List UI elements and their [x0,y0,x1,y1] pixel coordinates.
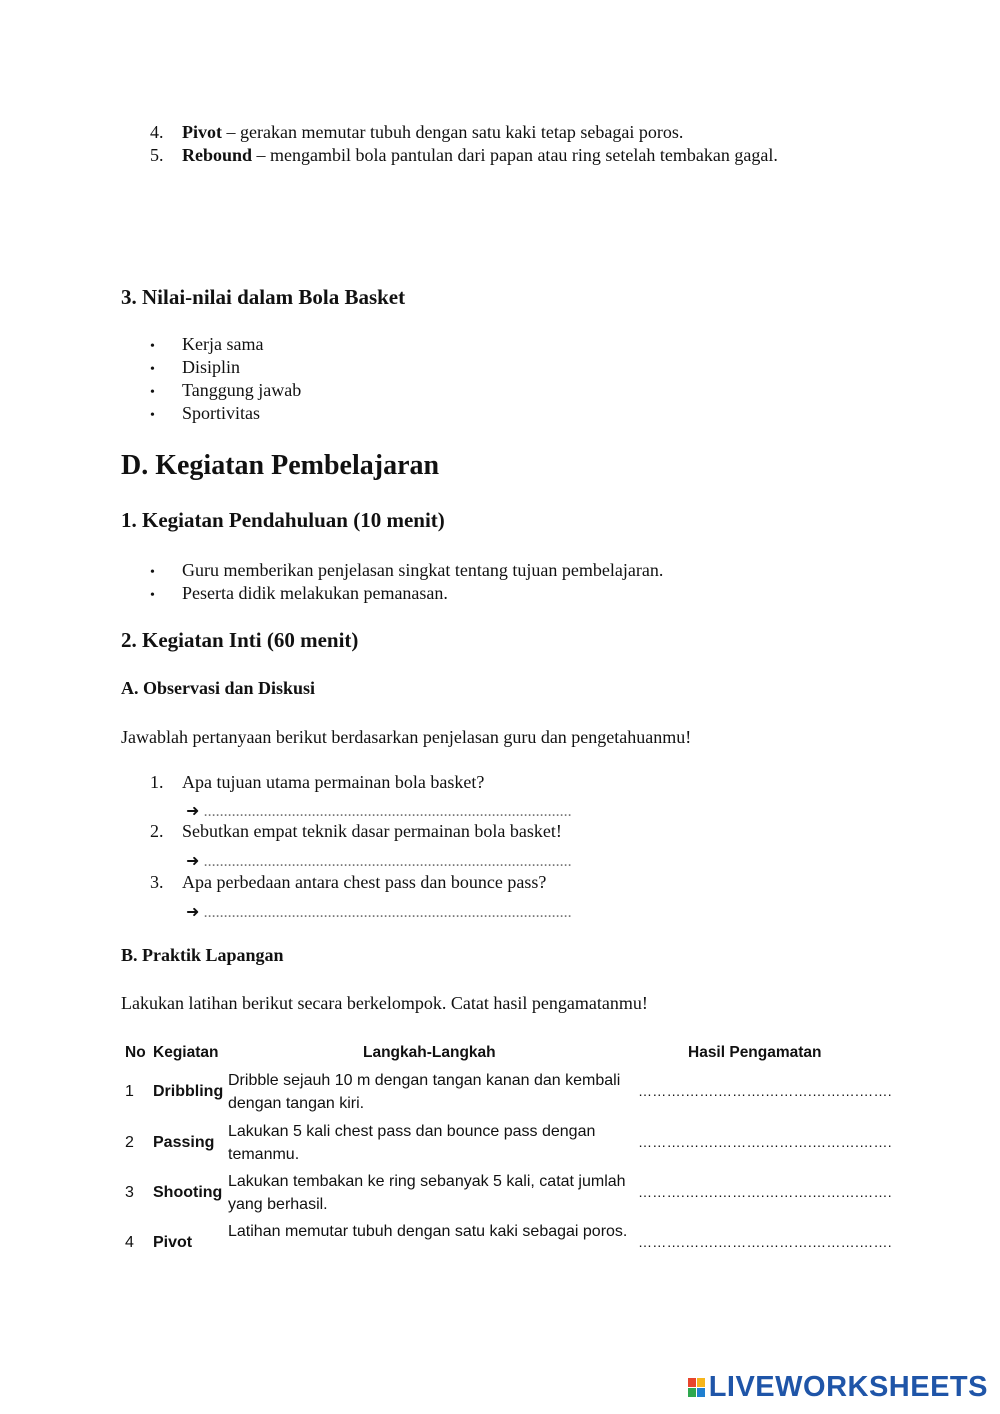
answer-row [186,849,674,873]
question-item [150,820,562,843]
section-d-heading: D. Kegiatan Pembelajaran [121,450,440,481]
header-kegiatan: Kegiatan [153,1044,219,1061]
bullet-icon: • [150,408,155,423]
question-item [150,771,485,794]
row-result-field[interactable]: ……….…….……….……….……….……. [638,1234,892,1250]
row-number: 2 [125,1134,134,1151]
row-activity: Shooting [153,1184,223,1201]
row-activity: Dribbling [153,1083,224,1100]
observasi-instruction: Jawablah pertanyaan berikut berdasarkan penjelasan guru dan pengetahuanmu! [121,727,692,747]
row-number: 1 [125,1083,134,1100]
praktik-heading: B. Praktik Lapangan [121,945,284,965]
question-number: 2. [150,821,164,841]
logo-text: LIVEWORKSHEETS [708,1371,988,1403]
row-steps: Dribble sejauh 10 m dengan tangan kanan dan kembali dengan tangan kiri. [228,1072,621,1112]
bullet-icon: • [150,565,155,580]
row-number: 4 [125,1234,134,1251]
row-result-field[interactable]: ……….…….……….……….……….……. [638,1134,892,1150]
list-item: Guru memberikan penjelasan singkat tentang tujuan pembelajaran. [182,560,664,580]
list-item: Sportivitas [182,403,261,423]
intro-heading: 1. Kegiatan Pendahuluan (10 menit) [121,508,445,532]
item-desc: – mengambil bola pantulan dari papan atau ring setelah tembakan gagal. [252,145,778,165]
observasi-heading: A. Observasi dan Diskusi [121,678,316,698]
header-hasil: Hasil Pengamatan [688,1044,822,1061]
liveworksheets-logo [688,1371,988,1404]
item-number: 5. [150,145,164,165]
question-number: 3. [150,872,164,892]
row-steps: Latihan memutar tubuh dengan satu kaki sebagai poros. [228,1223,628,1240]
table-row [0,1220,1000,1270]
item-desc: – gerakan memutar tubuh dengan satu kaki tetap sebagai poros. [222,122,684,142]
row-steps: Lakukan tembakan ke ring sebanyak 5 kali, catat jumlah yang berhasil. [228,1173,626,1213]
question-item [150,871,547,894]
list-item: Tanggung jawab [182,380,302,400]
list-item [150,121,684,144]
row-result-field[interactable]: ……….…….……….……….……….……. [638,1083,892,1099]
core-heading: 2. Kegiatan Inti (60 menit) [121,628,359,652]
row-steps: Lakukan 5 kali chest pass dan bounce pass dengan temanmu. [228,1123,596,1163]
row-result-field[interactable]: ……….…….……….……….……….……. [638,1184,892,1200]
table-row [0,1069,1000,1119]
logo-mark-icon [688,1378,705,1397]
question-text: Apa perbedaan antara chest pass dan bounce pass? [182,872,547,892]
list-item: Kerja sama [182,334,264,354]
answer-input-2[interactable] [204,853,674,871]
list-item [150,144,778,167]
header-no: No [125,1044,146,1061]
bullet-icon: • [150,385,155,400]
answer-input-3[interactable] [204,904,674,922]
header-langkah: Langkah-Langkah [363,1044,496,1061]
question-number: 1. [150,772,164,792]
row-number: 3 [125,1184,134,1201]
item-term: Pivot [182,122,222,142]
section-3-heading: 3. Nilai-nilai dalam Bola Basket [121,285,406,309]
table-row [0,1120,1000,1170]
item-number: 4. [150,122,164,142]
answer-row [186,900,674,924]
table-row [0,1170,1000,1220]
bullet-icon: • [150,339,155,354]
bullet-icon: • [150,588,155,603]
question-text: Apa tujuan utama permainan bola basket? [182,772,485,792]
bullet-icon: • [150,362,155,377]
question-text: Sebutkan empat teknik dasar permainan bola basket! [182,821,562,841]
row-activity: Pivot [153,1234,193,1251]
arrow-right-icon: ➜ [186,801,200,820]
list-item: Disiplin [182,357,241,377]
arrow-right-icon: ➜ [186,851,200,870]
arrow-right-icon: ➜ [186,902,200,921]
praktik-instruction: Lakukan latihan berikut secara berkelompok. Catat hasil pengamatanmu! [121,993,648,1013]
item-term: Rebound [182,145,253,165]
row-activity: Passing [153,1134,215,1151]
answer-input-1[interactable] [204,803,674,821]
list-item: Peserta didik melakukan pemanasan. [182,583,448,603]
